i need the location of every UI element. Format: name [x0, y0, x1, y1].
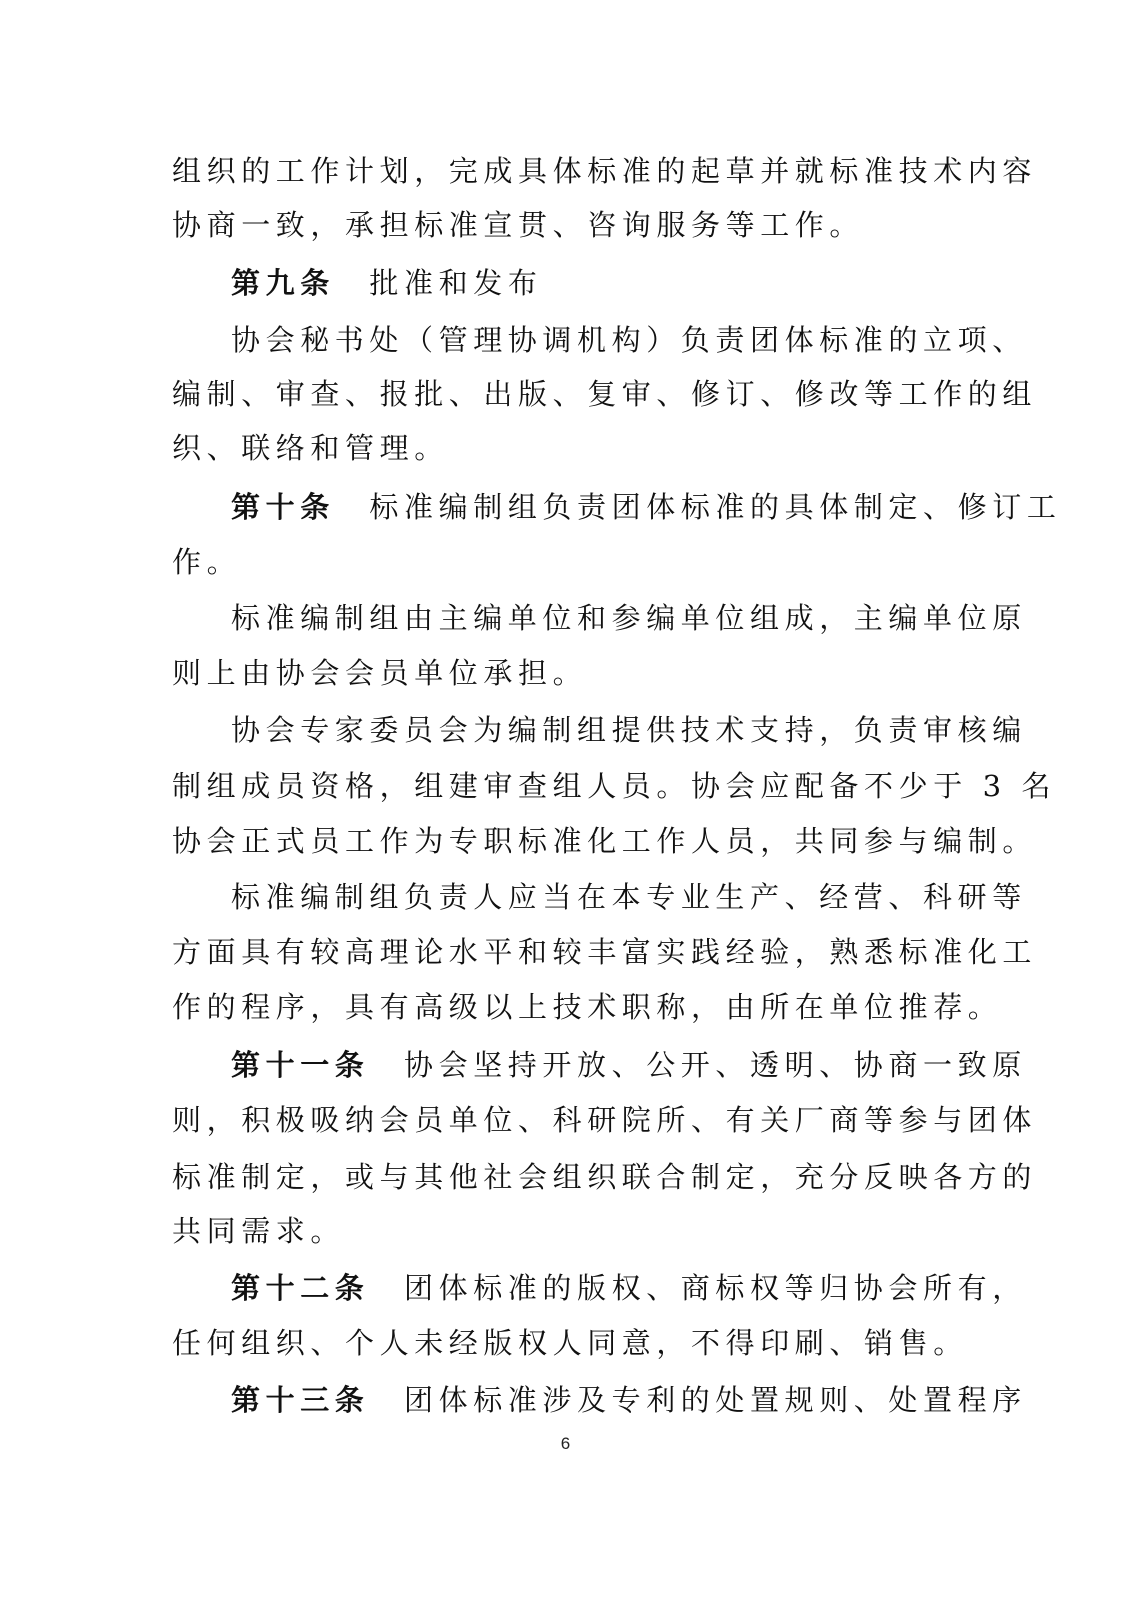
body-text-line	[231, 710, 1027, 750]
line-text: 作的程序，具有高级以上技术职称，由所在单位推荐。	[172, 990, 1003, 1024]
line-text: 协会坚持开放、公开、透明、协商一致原	[369, 1048, 1027, 1082]
body-text-line	[172, 205, 932, 245]
body-text-line	[172, 821, 1038, 861]
body-text-line	[172, 151, 1038, 191]
line-text: 协商一致，承担标准宣贯、咨询服务等工作。	[172, 208, 865, 242]
body-text-line	[231, 320, 1027, 360]
article-number: 第九条	[231, 266, 335, 300]
body-text-line	[172, 653, 932, 693]
line-text: 作。	[172, 545, 242, 579]
body-text-line	[172, 1323, 968, 1363]
article-number: 第十一条	[231, 1048, 370, 1082]
line-text: 协会专家委员会为编制组提供技术支持，负责审核编	[231, 713, 1027, 747]
line-text: 编制、审查、报批、出版、复审、修订、修改等工作的组	[172, 377, 1038, 411]
line-text: 团体标准的版权、商标权等归协会所有，	[369, 1271, 1027, 1305]
article-heading-line	[231, 1380, 1027, 1420]
body-text-line	[172, 766, 1057, 806]
page-number: 6	[560, 1434, 571, 1453]
line-text: 方面具有较高理论水平和较丰富实践经验，熟悉标准化工	[172, 935, 1038, 969]
article-number: 第十条	[231, 490, 335, 524]
line-text: 制组成员资格，组建审查组人员。协会应配备不少于 3 名	[172, 769, 1057, 803]
article-heading-line	[231, 1268, 1027, 1308]
body-text-line	[172, 1100, 1038, 1140]
line-text: 团体标准涉及专利的处置规则、处置程序	[369, 1383, 1027, 1417]
line-text: 标准编制组由主编单位和参编单位组成，主编单位原	[231, 601, 1027, 635]
line-text: 标准编制组负责团体标准的具体制定、修订工	[334, 490, 1062, 524]
line-text: 协会秘书处（管理协调机构）负责团体标准的立项、	[231, 323, 1027, 357]
body-text-line	[172, 542, 932, 582]
body-text-line	[172, 987, 1003, 1027]
body-text-line	[231, 598, 1027, 638]
line-text: 协会正式员工作为专职标准化工作人员，共同参与编制。	[172, 824, 1038, 858]
line-text: 标准编制组负责人应当在本专业生产、经营、科研等	[231, 880, 1027, 914]
body-text-line	[172, 1157, 1038, 1197]
line-text: 组织的工作计划，完成具体标准的起草并就标准技术内容	[172, 154, 1038, 188]
body-text-line	[172, 932, 1038, 972]
line-text: 则上由协会会员单位承担。	[172, 656, 588, 690]
body-text-line	[172, 428, 932, 468]
line-text: 任何组织、个人未经版权人同意，不得印刷、销售。	[172, 1326, 968, 1360]
article-number: 第十二条	[231, 1271, 370, 1305]
body-text-line	[231, 877, 1027, 917]
line-text: 则，积极吸纳会员单位、科研院所、有关厂商等参与团体	[172, 1103, 1038, 1137]
article-heading-line	[231, 487, 1062, 527]
article-heading-line	[231, 263, 991, 303]
line-text: 织、联络和管理。	[172, 431, 449, 465]
line-text: 批准和发布	[334, 266, 543, 300]
article-heading-line	[231, 1045, 1027, 1085]
body-text-line	[172, 374, 1038, 414]
article-number: 第十三条	[231, 1383, 370, 1417]
line-text: 标准制定，或与其他社会组织联合制定，充分反映各方的	[172, 1160, 1038, 1194]
line-text: 共同需求。	[172, 1214, 346, 1248]
body-text-line	[172, 1211, 932, 1251]
